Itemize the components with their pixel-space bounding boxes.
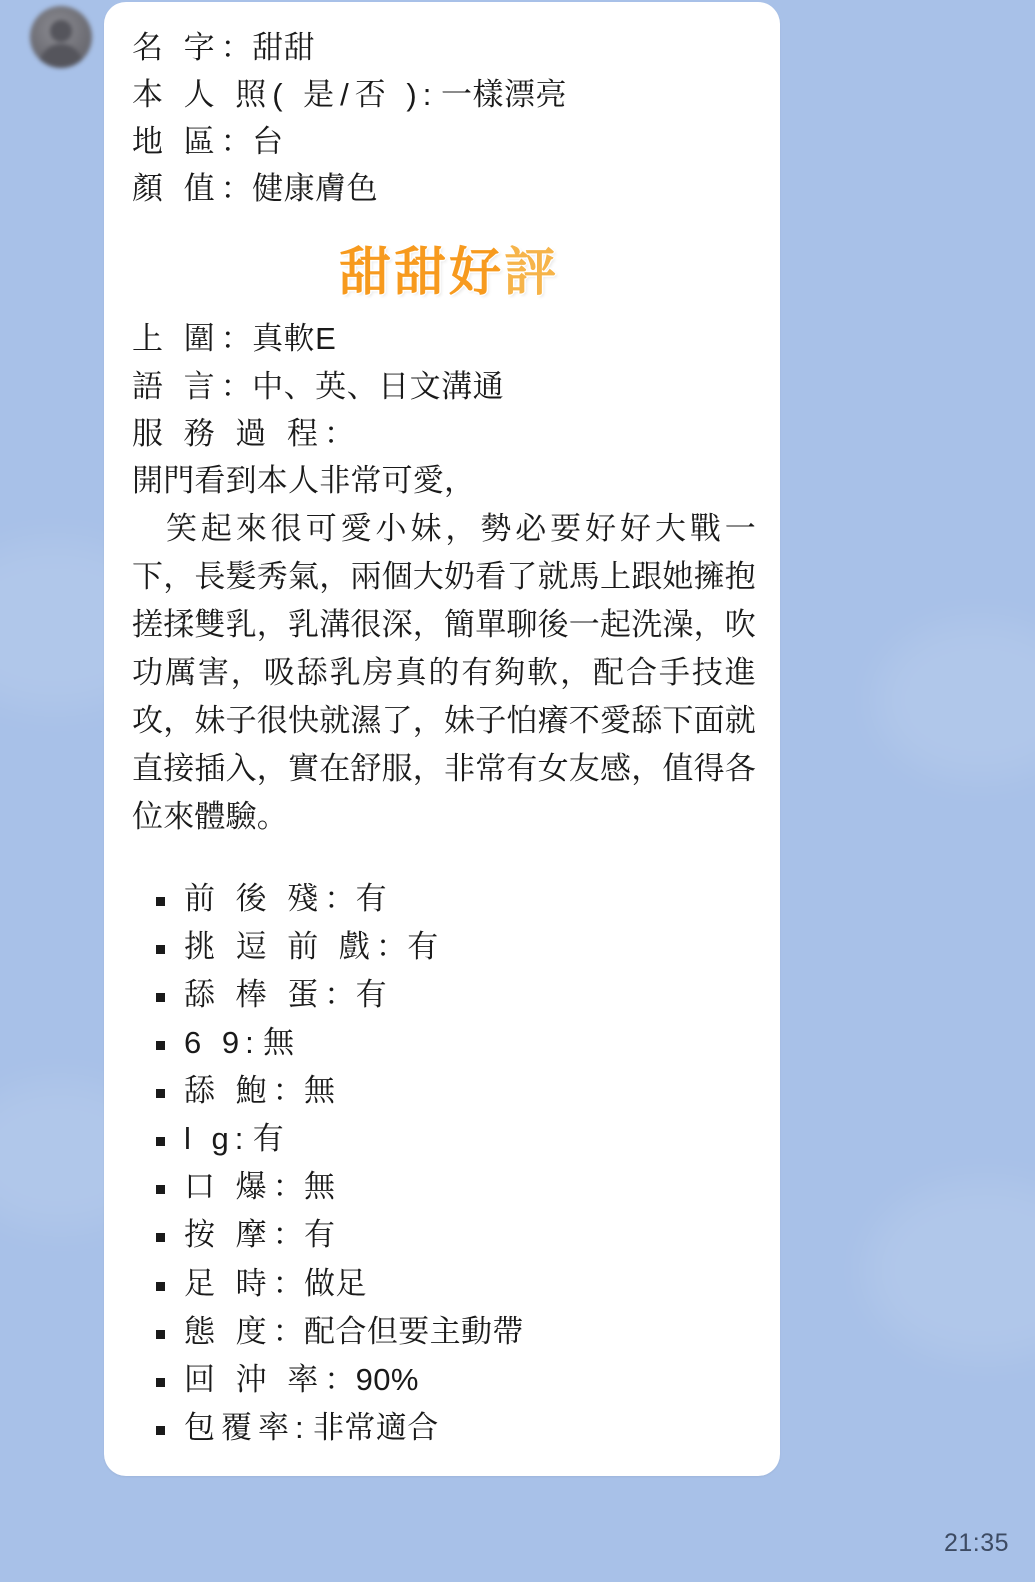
- list-item-separator: ：: [272, 1073, 305, 1109]
- list-item-label: 舔 棒 蛋: [184, 977, 325, 1013]
- list-item-value: 配合但要主動帶: [304, 1313, 524, 1349]
- list-item-label: 回 沖 率: [184, 1361, 325, 1397]
- list-item-label: 足 時: [184, 1265, 273, 1301]
- header-label: 顏 值: [132, 171, 221, 207]
- list-item-separator: ：: [324, 1361, 356, 1397]
- header-line: [132, 24, 756, 71]
- list-item-value: 非常適合: [313, 1409, 439, 1445]
- list-item-value: 有: [252, 1121, 285, 1157]
- list-item: [150, 971, 756, 1019]
- list-item-separator: ：: [324, 881, 356, 917]
- list-item-label: l g: [184, 1121, 235, 1157]
- list-item-label: 舔 鮑: [184, 1073, 273, 1109]
- list-item-label: 前 後 殘: [184, 881, 325, 917]
- message-bubble[interactable]: [104, 2, 780, 1476]
- list-item-value: 無: [263, 1025, 295, 1061]
- avatar-head: [50, 20, 72, 42]
- avatar-body: [39, 44, 83, 68]
- info-label: 服 務 過 程: [132, 415, 324, 451]
- list-item-label: 包覆率: [184, 1409, 295, 1445]
- list-item: [150, 1115, 756, 1163]
- avatar[interactable]: [30, 6, 92, 68]
- review-title-strong: 甜甜好: [338, 243, 504, 304]
- list-item-separator: :: [295, 1409, 314, 1445]
- message-info-block: [132, 315, 756, 456]
- header-label: 地 區: [132, 124, 221, 160]
- list-item: [150, 1019, 756, 1067]
- review-title: [132, 230, 756, 305]
- list-item-label: 6 9: [184, 1025, 246, 1061]
- header-separator: ：: [220, 171, 253, 207]
- list-item-value: 做足: [304, 1265, 367, 1301]
- info-label: 上 圍: [132, 321, 221, 357]
- list-item-value: 有: [355, 881, 388, 917]
- list-item: [150, 1163, 756, 1211]
- list-item-separator: ：: [272, 1313, 305, 1349]
- list-item-value: 無: [304, 1169, 336, 1205]
- info-separator: ：: [220, 368, 253, 404]
- list-item-value: 90%: [355, 1361, 419, 1397]
- info-separator: ：: [323, 415, 356, 451]
- info-line: [132, 363, 756, 410]
- list-item-separator: ：: [272, 1265, 305, 1301]
- list-item-label: 口 爆: [184, 1169, 273, 1205]
- header-value: 一樣漂亮: [440, 77, 567, 113]
- list-item: [150, 1308, 756, 1356]
- review-body-first-line: 開門看到本人非常可愛，: [132, 462, 476, 498]
- header-separator: ：: [220, 124, 253, 160]
- list-item-value: 有: [304, 1217, 336, 1253]
- header-value: 台: [252, 124, 284, 160]
- header-line: [132, 71, 756, 118]
- service-item-list: [132, 875, 756, 1452]
- review-body-paragraph: 笑起來很可愛小妹，勢必要好好大戰一下，長髮秀氣，兩個大奶看了就馬上跟她擁抱搓揉雙乳，乳溝很深，簡單聊後一起洗澡，吹功厲害，吸舔乳房真的有夠軟，配合手技進攻，妹子很快就濕了，妹子怕癢不愛舔下面就直接插入，實在舒服，非常有女友感，值得各位來體驗。: [132, 510, 756, 835]
- list-item-value: 有: [355, 977, 388, 1013]
- list-item-separator: ：: [375, 929, 408, 965]
- list-item-label: 態 度: [184, 1313, 273, 1349]
- list-item-separator: :: [234, 1121, 253, 1157]
- list-item-label: 挑 逗 前 戲: [184, 929, 376, 965]
- header-separator: :: [422, 77, 441, 113]
- list-item: [150, 923, 756, 971]
- list-item: [150, 1404, 756, 1452]
- list-item: [150, 1067, 756, 1115]
- header-separator: ：: [220, 30, 253, 65]
- list-item: [150, 1211, 756, 1259]
- header-line: [132, 118, 756, 165]
- info-line: [132, 315, 756, 362]
- info-value: 真軟E: [252, 321, 337, 357]
- header-value: 健康膚色: [252, 171, 379, 207]
- message-timestamp: 21:35: [943, 1529, 1009, 1557]
- list-item-value: 有: [407, 929, 439, 965]
- list-item: [150, 1260, 756, 1308]
- info-line: [132, 410, 756, 457]
- header-label: 名 字: [132, 30, 221, 65]
- list-item-label: 按 摩: [184, 1217, 273, 1253]
- info-label: 語 言: [132, 368, 221, 404]
- info-separator: ：: [220, 321, 253, 357]
- list-item-value: 無: [304, 1073, 336, 1109]
- info-value: 中、英、日文溝通: [252, 368, 505, 404]
- header-label: 本 人 照( 是/否 ): [132, 77, 423, 113]
- list-item: [150, 1356, 756, 1404]
- message-header-block: [132, 24, 756, 212]
- list-item-separator: :: [245, 1025, 264, 1061]
- list-item-separator: ：: [272, 1169, 305, 1205]
- list-item-separator: ：: [324, 977, 356, 1013]
- list-item-separator: ：: [272, 1217, 305, 1253]
- review-title-soft: 評: [504, 243, 560, 304]
- header-line: [132, 165, 756, 212]
- header-value: 甜甜: [252, 30, 316, 65]
- list-item: [150, 875, 756, 923]
